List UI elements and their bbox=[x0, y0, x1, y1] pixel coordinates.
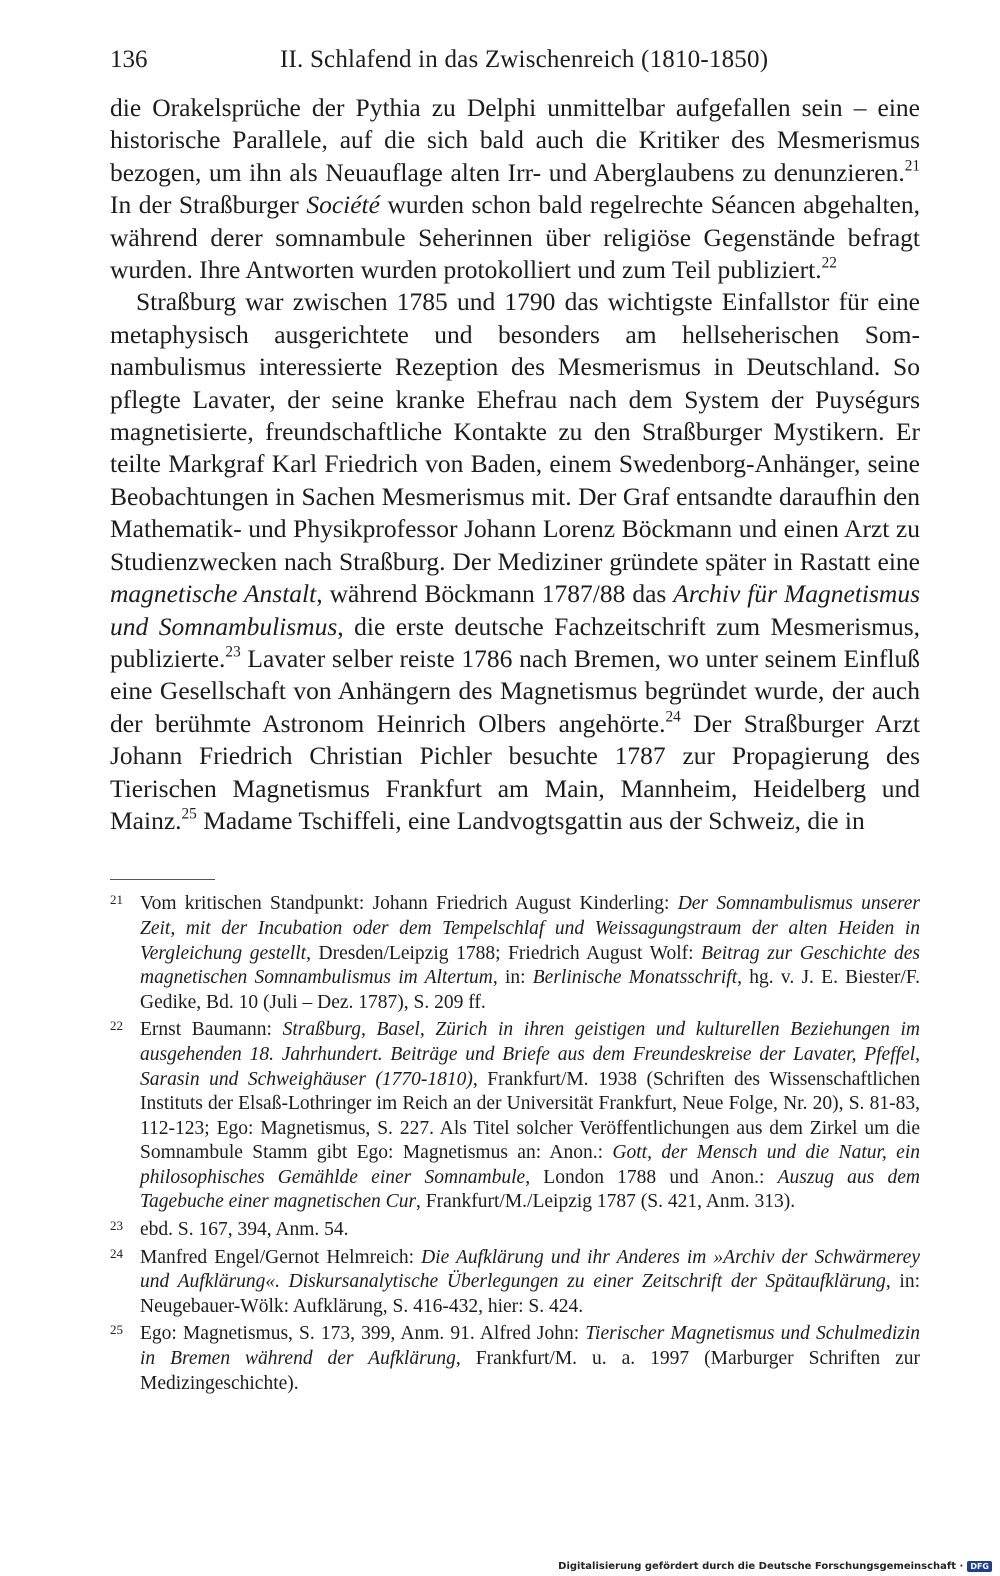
italic-run: Société bbox=[306, 190, 380, 220]
italic-run: Beitrag zur Geschichte des magnetischen Somnambulismus im Altertum bbox=[140, 942, 920, 989]
page-number: 136 bbox=[110, 46, 148, 73]
text-run: , Frankfurt/M. 1938 (Schriften des Wissenschaftlichen Instituts der Elsaß-Lothringer im Reich an der Universität Frankfurt, Neue Folge, Nr. 20), S. 81-83, 112-123; Ego: Magnetismus, S. 227. Als Titel solcher Veröffentlichungen aus dem Zirkel um die Somnambule Stamm gibt Ego: Magnetismus an: Anon.: bbox=[140, 1068, 920, 1164]
italic-run: Auszug aus dem Tagebuche einer magnetischen Cur bbox=[140, 1166, 920, 1213]
italic-run: Berlinische Monatsschrift bbox=[532, 967, 738, 989]
text-run: , während Böckmann 1787/88 das bbox=[316, 579, 674, 609]
footnote-23 bbox=[110, 1218, 920, 1243]
footnote-number: 23 bbox=[110, 1218, 123, 1234]
text-run: Manfred Engel/Gernot Helmreich: bbox=[140, 1246, 422, 1268]
main-text bbox=[110, 92, 920, 837]
text-run: , hg. v. J. E. Biester/F. Gedike, Bd. 10 (Juli – Dez. 1787), S. 209 ff. bbox=[140, 967, 920, 1013]
text-run: Straßburg war zwischen 1785 und 1790 das wichtigste Einfallstor für eine metaphysisch ausgerichtete und besonders am hellseherischen Somnambulismus interessierte Rezeption des Mesmerismus in Deutschland. So pflegte Lavater, der seine kranke Ehefrau nach dem System der Puységurs magnetisierte, freundschaftliche Kontakte zu den Straßburger Mystikern. Er teilte Markgraf Karl Friedrich von Baden, einem Swedenborg-Anhänger, seine Beobachtungen in Sachen Mesmerismus mit. Der Graf entsandte daraufhin den Mathematik- und Physikprofessor Johann Lorenz Böckmann und einen Arzt zu Studienzwecken nach Straßburg. Der Mediziner gründete später in Rastatt eine bbox=[110, 287, 920, 576]
text-run: Ego: Magnetismus, S. 173, 399, Anm. 91. Alfred John: bbox=[140, 1323, 586, 1345]
footnote-ref[interactable]: 21 bbox=[904, 157, 920, 175]
footnotes bbox=[110, 892, 920, 1396]
text-run: , in: Neugebauer-Wölk: Aufklärung, S. 416-432, hier: S. 424. bbox=[140, 1271, 920, 1317]
text-run: In der Straßburger bbox=[110, 190, 307, 220]
text-run: , in: bbox=[492, 967, 533, 989]
text-run: Lavater selber reiste 1786 nach Bremen, wo unter seinem Einfluß eine Gesellschaft von Anhängern des Magnetismus begründet wurde, der auch der berühmte Astronom Heinrich Olbers angehörte. bbox=[110, 643, 920, 738]
book-page bbox=[110, 40, 920, 1399]
text-run: die Orakelsprüche der Pythia zu Delphi unmittelbar aufgefallen sein – eine historische Parallele, auf die sich bald auch die Kritiker des Mesmerismus bezogen, um ihn als Neuauflage alten Irr- und Aberglaubens zu denunzieren. bbox=[110, 93, 920, 187]
footnote-21 bbox=[110, 892, 920, 1015]
footnote-ref[interactable]: 22 bbox=[821, 254, 837, 272]
text-run: Vom kritischen Standpunkt: Johann Friedrich August Kinderling: bbox=[140, 893, 678, 915]
credit-text: Digitalisierung gefördert durch die Deutsche Forschungsgemeinschaft · bbox=[558, 1561, 964, 1572]
footnote-ref[interactable]: 25 bbox=[181, 805, 197, 823]
text-run: Madame Tschiffeli, eine Landvogtsgattin aus der Schweiz, die in bbox=[196, 805, 865, 835]
footnote-divider bbox=[110, 879, 215, 880]
footnote-number: 24 bbox=[110, 1245, 123, 1261]
text-run: Ernst Baumann: bbox=[140, 1019, 283, 1041]
footnote-ref[interactable]: 24 bbox=[665, 708, 681, 726]
italic-run: Straßburg, Basel, Zürich in ihren geistigen und kulturellen Beziehungen im ausgehenden 18. Jahrhundert. Beiträge und Briefe aus dem Freundeskreise der Lavater, Pfeffel, Sarasin und Schweighäuser (1770-1810) bbox=[140, 1019, 920, 1090]
paragraph-2 bbox=[110, 286, 920, 837]
footnote-number: 22 bbox=[110, 1018, 123, 1034]
digitization-credit bbox=[558, 1561, 992, 1572]
italic-run: Tierischer Magnetismus und Schulmedizin in Bremen während der Aufklärung bbox=[140, 1323, 920, 1370]
italic-run: Archiv für Magnetismus und Somnambulismus bbox=[110, 579, 921, 641]
italic-run: magnetische Anstalt bbox=[110, 579, 317, 609]
footnote-number: 25 bbox=[110, 1322, 123, 1338]
dfg-logo-icon: DFG bbox=[967, 1561, 992, 1572]
paragraph-1 bbox=[110, 92, 920, 286]
text-run: , Dresden/Leipzig 1788; Friedrich August Wolf: bbox=[306, 942, 702, 964]
footnote-24 bbox=[110, 1246, 920, 1320]
footnote-ref[interactable]: 23 bbox=[225, 643, 241, 661]
text-run: , Frankfurt/M. u. a. 1997 (Marburger Schriften zur Medizingeschichte). bbox=[140, 1348, 920, 1394]
running-head bbox=[110, 40, 920, 80]
footnote-number: 21 bbox=[110, 892, 123, 908]
footnote-25 bbox=[110, 1322, 920, 1396]
text-run: ebd. S. 167, 394, Anm. 54. bbox=[140, 1219, 349, 1241]
chapter-title: II. Schlafend in das Zwischenreich (1810-1850) bbox=[280, 46, 769, 73]
text-run: , Frankfurt/M./Leipzig 1787 (S. 421, Anm. 313). bbox=[416, 1191, 796, 1213]
text-run: , die erste deutsche Fachzeitschrift zum Mesmerismus, publizierte. bbox=[110, 611, 921, 673]
italic-run: Gott, der Mensch und die Natur, ein philosophisches Gemählde einer Somnambule bbox=[140, 1142, 920, 1188]
italic-run: Der Somnambulismus unserer Zeit, mit der Incubation oder dem Tempelschlaf und Weissagungstraum der alten Heiden in Vergleichung gestellt bbox=[140, 893, 920, 964]
italic-run: Die Aufklärung und ihr Anderes im »Archiv der Schwärmerey und Aufklärung«. Diskursanalytische Überlegungen zu einer Zeitschrift der Spätaufklärung bbox=[140, 1246, 920, 1293]
footnote-22 bbox=[110, 1018, 920, 1215]
text-run: wurden schon bald regelrechte Séancen abgehalten, während derer somnambule Seherinnen über religiöse Gegenstände befragt wurden. Ihre Antworten wurden protokolliert und zum Teil publiziert. bbox=[110, 190, 920, 285]
text-run: , London 1788 und Anon.: bbox=[525, 1166, 778, 1188]
text-run: Der Straßburger Arzt Johann Friedrich Christian Pichler besuchte 1787 zur Propagierung des Tierischen Magnetismus Frankfurt am Main, Mannheim, Heidelberg und Mainz. bbox=[110, 708, 921, 835]
